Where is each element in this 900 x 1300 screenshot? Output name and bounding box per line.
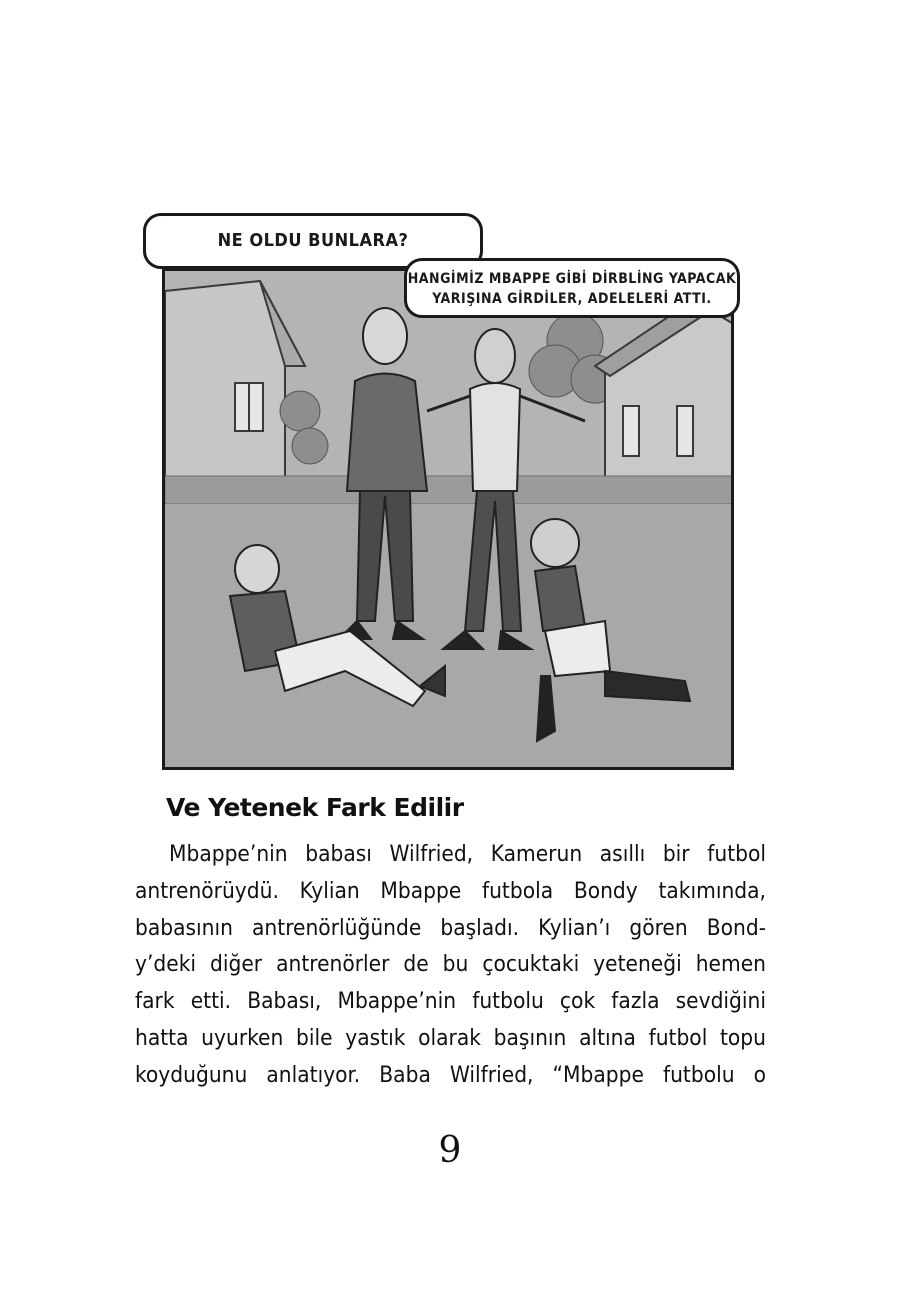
speech-bubble-answer-line-2: YARIŞINA GİRDİLER, ADELELERİ ATTI. — [432, 291, 712, 307]
paragraph-line: Mbappe’nin babası Wilfried, Kamerun asıllı bir futbol — [169, 841, 766, 867]
paragraph-line: hatta uyurken bile yastık olarak başının altına futbol topu — [135, 1024, 766, 1051]
comic-panel — [162, 268, 734, 770]
body-paragraph — [135, 836, 766, 1094]
section-title: Ve Yetenek Fark Edilir — [166, 793, 464, 822]
paragraph-line: fark etti. Babası, Mbappe’nin futbolu çok fazla sevdiğini — [135, 988, 766, 1015]
paragraph-line: antrenörüydü. Kylian Mbappe futbola Bondy takımında, — [135, 877, 766, 904]
comic-illustration — [165, 271, 734, 770]
paragraph-line: y’deki diğer antrenörler de bu çocuktaki yeteneği hemen — [135, 951, 766, 978]
page-number: 9 — [438, 1130, 462, 1171]
speech-bubble-answer-line-1: HANGİMİZ MBAPPE GİBİ DİRBLİNG YAPACAK — [407, 271, 737, 287]
speech-bubble-answer — [404, 258, 740, 318]
paragraph-line: koyduğunu anlatıyor. Baba Wilfried, “Mbappe futbolu o — [135, 1061, 766, 1088]
fence — [165, 476, 734, 504]
speech-bubble-question: NE OLDU BUNLARA? — [143, 213, 483, 269]
paragraph-line: babasının antrenörlüğünde başladı. Kylian’ı gören Bond- — [135, 914, 766, 941]
